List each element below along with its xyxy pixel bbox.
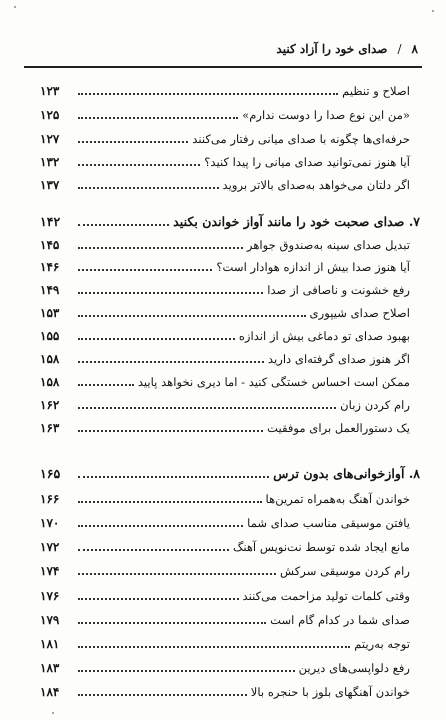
running-head [28, 42, 418, 56]
toc-entry [40, 132, 410, 146]
leader-dots [78, 187, 219, 189]
entry-page: ۱۲۷ [40, 132, 60, 146]
entry-title: رفع خشونت و ناصافی از صدا [267, 283, 410, 297]
entry-title: یک دستورالعمل برای موفقیت [267, 421, 410, 435]
entry-page: ۱۴۹ [40, 283, 60, 297]
toc-entry [40, 108, 410, 122]
leader-dots [78, 247, 243, 249]
leader-dots [78, 476, 269, 478]
toc-entry [40, 178, 410, 192]
entry-title: اصلاح و تنظیم [342, 84, 410, 98]
toc-entry [40, 306, 410, 320]
entry-title: رام کردن موسیقی سرکش [280, 564, 410, 578]
entry-page: ۱۲۵ [40, 108, 60, 122]
leader-dots [78, 646, 350, 648]
toc-entry [40, 637, 410, 651]
leader-dots [78, 361, 264, 363]
leader-dots [78, 549, 229, 551]
entry-title: بهبود صدای تو دماغی بیش از اندازه [238, 329, 410, 343]
entry-page: ۱۳۲ [40, 155, 60, 169]
entry-title: مانع ایجاد شده توسط نت‌نویس آهنگ [232, 540, 410, 554]
entry-page: ۱۸۱ [40, 637, 60, 651]
leader-dots [78, 573, 276, 575]
toc-entry [40, 661, 410, 675]
entry-page: ۱۵۸ [40, 352, 60, 366]
entry-title: حرفه‌ای‌ها چگونه با صدای میانی رفتار می‌کنند [192, 132, 410, 146]
toc-entry [40, 685, 410, 699]
entry-page: ۱۷۲ [40, 540, 60, 554]
entry-page: ۱۵۳ [40, 306, 60, 320]
entry-page: ۱۴۵ [40, 238, 60, 252]
entry-page: ۱۷۴ [40, 564, 60, 578]
leader-dots [78, 224, 169, 226]
entry-page: ۱۶۳ [40, 421, 60, 435]
leader-dots [78, 407, 336, 409]
toc-entry [40, 329, 410, 343]
toc-entry [40, 155, 410, 169]
leader-dots [78, 525, 243, 527]
entry-page: ۱۷۹ [40, 613, 60, 627]
entry-title: آیا هنوز نمی‌توانید صدای میانی را پیدا کنید؟ [204, 155, 410, 169]
entry-title: یافتن موسیقی مناسب صدای شما [247, 516, 410, 530]
leader-dots [78, 141, 188, 143]
leader-dots [78, 622, 266, 624]
entry-title: «من این نوع صدا را دوست ندارم» [242, 108, 410, 122]
toc-entry [40, 516, 410, 530]
chapter-heading [40, 467, 420, 481]
scan-speck [52, 712, 54, 714]
toc-entry [40, 540, 410, 554]
leader-dots [78, 164, 200, 166]
chapter-page: ۱۶۵ [40, 466, 61, 481]
entry-page: ۱۸۳ [40, 661, 60, 675]
entry-title: تبدیل صدای سینه به‌صندوق جواهر [246, 238, 410, 252]
leader-dots [78, 430, 263, 432]
entry-title: وقتی کلمات تولید مزاحمت می‌کنند [242, 589, 410, 603]
entry-title: توجه به‌ریتم [354, 637, 410, 651]
entry-page: ۱۶۲ [40, 398, 60, 412]
chapter-page: ۱۴۲ [40, 214, 61, 229]
entry-page: ۱۷۶ [40, 589, 60, 603]
entry-page: ۱۷۰ [40, 516, 60, 530]
toc-entry [40, 564, 410, 578]
leader-dots [78, 501, 262, 503]
chapter-title: ۷. صدای صحبت خود را مانند آواز خواندن بکنید [173, 214, 420, 229]
toc-entry [40, 84, 410, 98]
entry-title: آیا هنوز صدا بیش از اندازه هوادار است؟ [216, 260, 410, 274]
leader-dots [78, 338, 235, 340]
chapter-heading [40, 215, 420, 229]
entry-page: ۱۸۴ [40, 685, 60, 699]
leader-dots [78, 93, 338, 95]
entry-title: صدای شما در کدام گام است [270, 613, 410, 627]
leader-dots [78, 670, 295, 672]
leader-dots [78, 315, 306, 317]
leader-dots [78, 598, 239, 600]
entry-page: ۱۵۵ [40, 329, 60, 343]
entry-title: ممکن است احساس خستگی کنید - اما دیری نخواهد پایید [137, 375, 410, 389]
leader-dots [78, 292, 263, 294]
toc-entry [40, 589, 410, 603]
toc-entry [40, 283, 410, 297]
scan-speck [432, 10, 434, 12]
scan-speck [14, 6, 16, 8]
entry-title: رام کردن زبان [340, 398, 410, 412]
leader-dots [78, 384, 134, 386]
toc-entry [40, 352, 410, 366]
entry-title: اگر هنوز صدای گرفته‌ای دارید [267, 352, 410, 366]
toc-entry [40, 238, 410, 252]
leader-dots [78, 269, 212, 271]
book-title: صدای خود را آزاد کنید [276, 42, 388, 56]
entry-page: ۱۶۶ [40, 492, 60, 506]
entry-page: ۱۲۳ [40, 84, 60, 98]
entry-page: ۱۳۷ [40, 178, 60, 192]
toc-entry [40, 492, 410, 506]
toc-entry [40, 613, 410, 627]
toc-entry [40, 398, 410, 412]
chapter-title: ۸. آوازخوانی‌های بدون ترس [273, 466, 420, 481]
leader-dots [78, 117, 238, 119]
entry-page: ۱۵۸ [40, 375, 60, 389]
entry-title: اگر دلتان می‌خواهد به‌صدای بالاتر بروید [222, 178, 410, 192]
entry-title: خواندن آهنگهای بلوز با حنجره بالا [250, 685, 410, 699]
leader-dots [78, 694, 247, 696]
entry-title: رفع دلواپسی‌های دیرین [298, 661, 410, 675]
toc-entry [40, 421, 410, 435]
entry-title: خواندن آهنگ به‌همراه تمرین‌ها [265, 492, 410, 506]
entry-title: اصلاح صدای شیپوری [309, 306, 410, 320]
header-separator: / [397, 42, 402, 56]
toc-entry [40, 260, 410, 274]
header-rule [24, 66, 422, 68]
toc-entry [40, 375, 410, 389]
entry-page: ۱۴۶ [40, 260, 60, 274]
page-number: ۸ [411, 42, 418, 56]
